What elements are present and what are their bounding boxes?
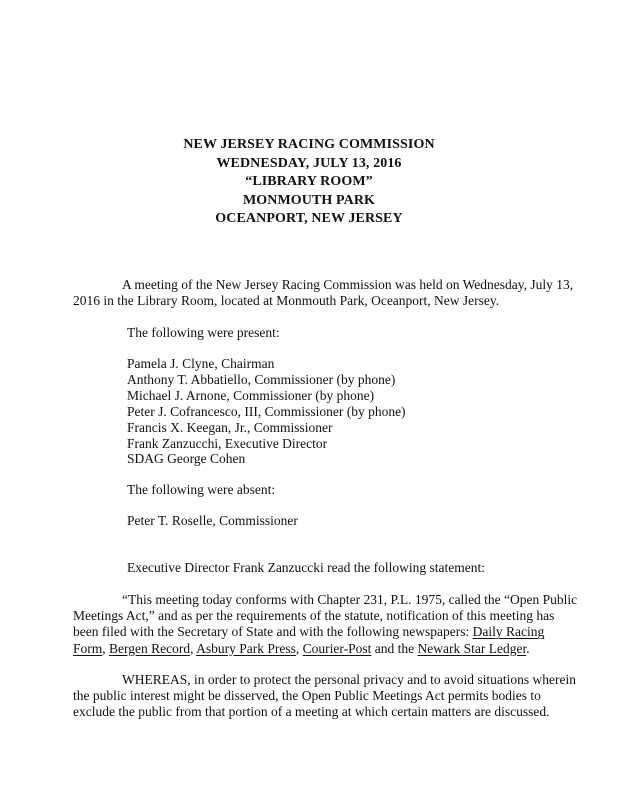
statement-intro: Executive Director Frank Zanzuccki read the following statement: [127,560,485,575]
statement-paragraph [73,592,578,657]
newspaper-link-newark-star-ledger: Newark Star Ledger [417,640,527,656]
absent-heading: The following were absent: [127,482,276,497]
list-item: Frank Zanzucchi, Executive Director [127,435,328,451]
list-item: Michael J. Arnone, Commissioner (by phone) [127,387,375,403]
newspaper-link-daily-racing: Daily Racing [472,624,545,640]
whereas-line-2: the public interest might be disserved, the Open Public Meetings Act permits bodies to [73,688,541,704]
header-room: “LIBRARY ROOM” [245,174,373,189]
present-heading: The following were present: [127,325,280,340]
intro-line-1: A meeting of the New Jersey Racing Commission was held on Wednesday, July 13, [122,277,574,292]
header-date: WEDNESDAY, JULY 13, 2016 [216,155,402,171]
list-item: SDAG George Cohen [127,451,246,467]
whereas-line-1: WHEREAS, in order to protect the personal privacy and to avoid situations wherein [122,672,577,687]
intro-line-2: 2016 in the Library Room, located at Monmouth Park, Oceanport, New Jersey. [73,293,500,309]
header-title: NEW JERSEY RACING COMMISSION [183,137,435,152]
whereas-line-3: exclude the public from that portion of a meeting at which certain matters are discussed. [73,704,550,720]
intro-paragraph [73,277,574,309]
separator: , [190,640,197,656]
header-location: OCEANPORT, NEW JERSEY [215,211,403,226]
separator: , [295,640,303,656]
list-item: Anthony T. Abbatiello, Commissioner (by phone) [127,371,396,387]
separator: , [102,640,110,656]
newspaper-link-bergen-record: Bergen Record [109,640,191,656]
newspaper-link-courier-post: Courier-Post [302,640,372,656]
whereas-paragraph [73,672,577,721]
present-list [127,356,406,467]
newspaper-link-form: Form [73,640,103,656]
absent-list [127,513,298,529]
list-item: Pamela J. Clyne, Chairman [127,356,275,371]
statement-line-2: Meetings Act,” and as per the requirements of the statute, notification of this meeting has [73,608,555,624]
statement-line-1: “This meeting today conforms with Chapter 231, P.L. 1975, called the “Open Public [122,592,578,607]
period: . [526,640,530,656]
statement-line-3: been filed with the Secretary of State and with the following newspapers: [73,624,473,640]
newspaper-link-asbury-park-press: Asbury Park Press [196,640,296,656]
separator: and the [371,640,418,656]
list-item: Francis X. Keegan, Jr., Commissioner [127,419,333,435]
header-venue: MONMOUTH PARK [242,192,376,208]
list-item: Peter T. Roselle, Commissioner [127,513,298,528]
list-item: Peter J. Cofrancesco, III, Commissioner (by phone) [127,403,406,419]
document-header [0,136,618,229]
